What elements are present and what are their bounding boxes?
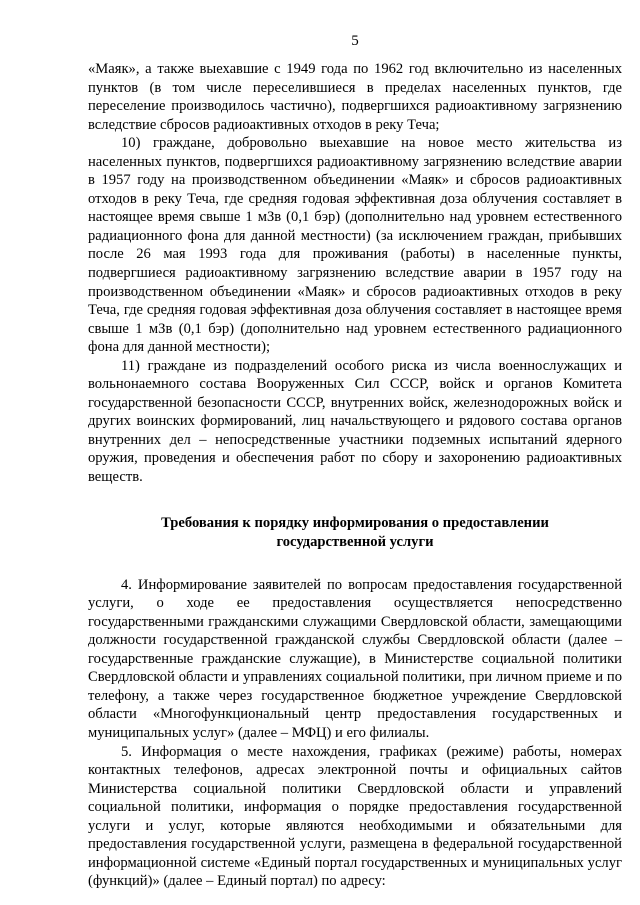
paragraph-continuation: «Маяк», а также выехавшие с 1949 года по 1962 год включительно из населенных пунктов (в том числе переселившиеся в пределах населенных пунктов, где переселение производилось частично), подвергшихся радиоактивному загрязнению вследствие сбросов радиоактивных отходов в реку Теча; — [88, 61, 622, 133]
paragraph-item-10: 10) граждане, добровольно выехавшие на новое место жительства из населенных пунктов, подвергшихся радиоактивному загрязнению вследствие аварии в 1957 году на производственном объединении «Маяк» и сбросов радиоактивных отходов в реку Теча, где средняя годовая эффективная доза облучения составляет в настоящее время свыше 1 мЗв (0,1 бэр) (дополнительно над уровнем естественного радиационного фона для данной местности) (за исключением граждан, прибывших после 26 мая 1993 года для проживания (работы) в населенные пункты, подвергшиеся радиоактивному загрязнению вследствие аварии в 1957 году на производственном объединении «Маяк» и сбросов радиоактивных отходов в реку Теча, где средняя годовая эффективная доза облучения составляет в настоящее время свыше 1 мЗв (0,1 бэр) (дополнительно над уровнем естественного радиационного фона для данной местности); — [88, 135, 622, 356]
document-page — [88, 32, 622, 891]
page-number: 5 — [351, 33, 359, 49]
paragraph-item-11: 11) граждане из подразделений особого риска из числа военнослужащих и вольнонаемного состава Вооруженных Сил СССР, войск и органов Комитета государственной безопасности СССР, внутренних войск, железнодорожных войск и других воинских формирований, лиц начальствующего и рядового состава органов внутренних дел – непосредственные участники подземных испытаний ядерного оружия, проведения и обеспечения работ по сбору и захоронению радиоактивных веществ. — [88, 357, 622, 486]
section-heading: Требования к порядку информирования о предоставлении государственной услуги — [161, 514, 549, 550]
paragraph-4: 4. Информирование заявителей по вопросам предоставления государственной услуги, о ходе ее предоставления осуществляется непосредственно государственными гражданскими служащими Свердловской области, замещающими должности государственной гражданской службы Свердловской области (далее – государственные гражданские служащие), в Министерстве социальной политики Свердловской области и управлениях социальной политики, при личном приеме и по телефону, а также через государственное бюджетное учреждение Свердловской области «Многофункциональный центр предоставления государственных и муниципальных услуг» (далее – МФЦ) и его филиалы. — [88, 576, 622, 741]
paragraph-5: 5. Информация о месте нахождения, графиках (режиме) работы, номерах контактных телефонов, адресах электронной почты и официальных сайтов Министерства социальной политики Свердловской области и управлений социальной политики, информация о порядке предоставления государственной услуги и услуг, которые являются необходимыми и обязательными для предоставления государственной услуги, размещена в федеральной государственной информационной системе «Единый портал государственных и муниципальных услуг (функций)» (далее – Единый портал) по адресу: — [88, 743, 622, 890]
